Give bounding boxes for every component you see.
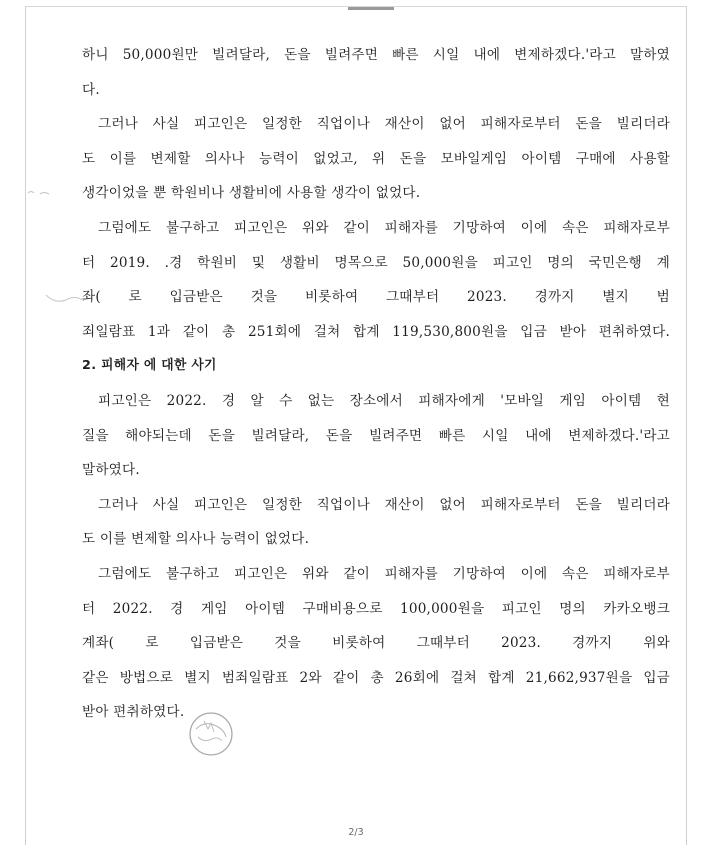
- page-top-marker: [348, 7, 394, 10]
- body-line: 도 이를 변제할 의사나 능력이 없었고, 위 돈을 모바일게임 아이템 구매에 사용할: [82, 150, 670, 167]
- section-heading: 2. 피해자 에 대한 사기: [82, 358, 217, 374]
- body-line: 생각이었을 뿐 학원비나 생활비에 사용할 생각이 없었다.: [82, 185, 421, 202]
- body-line: 죄일람표 1과 같이 총 251회에 걸쳐 합계 119,530,800원을 입금 받아 편취하였다.: [82, 323, 670, 340]
- body-line: 그럼에도 불구하고 피고인은 위와 같이 피해자를 기망하여 이에 속은 피해자로부: [98, 565, 670, 582]
- seal-stamp-icon: [184, 707, 238, 761]
- body-line: 터 2022. 경 게임 아이템 구매비용으로 100,000원을 피고인 명의 카카오뱅크: [82, 600, 670, 617]
- body-line: 다.: [82, 81, 100, 98]
- document-body: [82, 38, 670, 730]
- body-line: 그럼에도 불구하고 피고인은 위와 같이 피해자를 기망하여 이에 속은 피해자로부: [98, 219, 670, 236]
- body-line: 받아 편취하였다.: [82, 704, 185, 721]
- document-page: [25, 6, 687, 845]
- page-number: 2/3: [348, 827, 364, 838]
- margin-scribble-mark: [22, 185, 62, 201]
- body-line: 그러나 사실 피고인은 일정한 직업이나 재산이 없어 피해자로부터 돈을 빌리더라: [98, 496, 670, 513]
- body-line: 도 이를 변제할 의사나 능력이 없었다.: [82, 531, 310, 548]
- body-line: 말하였다.: [82, 462, 140, 479]
- body-line: 터 2019. .경 학원비 및 생활비 명목으로 50,000원을 피고인 명의 국민은행 계: [82, 254, 670, 271]
- body-line: 그러나 사실 피고인은 일정한 직업이나 재산이 없어 피해자로부터 돈을 빌리더라: [98, 116, 670, 133]
- body-line: 피고인은 2022. 경 알 수 없는 장소에서 피해자에게 '모바일 게임 아이템 현: [98, 392, 670, 409]
- body-line: 계좌( 로 입금받은 것을 비롯하여 그때부터 2023. 경까지 위와: [82, 635, 670, 652]
- margin-scribble-mark: [44, 289, 88, 309]
- body-line: 같은 방법으로 별지 범죄일람표 2와 같이 총 26회에 걸쳐 합계 21,662,937원을 입금: [82, 669, 670, 686]
- body-line: 좌( 로 입금받은 것을 비롯하여 그때부터 2023. 경까지 별지 범: [82, 289, 670, 306]
- body-line: 하니 50,000원만 빌려달라, 돈을 빌려주면 빠른 시일 내에 변제하겠다.'라고 말하였: [82, 47, 670, 63]
- body-line: 질을 해야되는데 돈을 빌려달라, 돈을 빌려주면 빠른 시일 내에 변제하겠다.'라고: [82, 427, 670, 444]
